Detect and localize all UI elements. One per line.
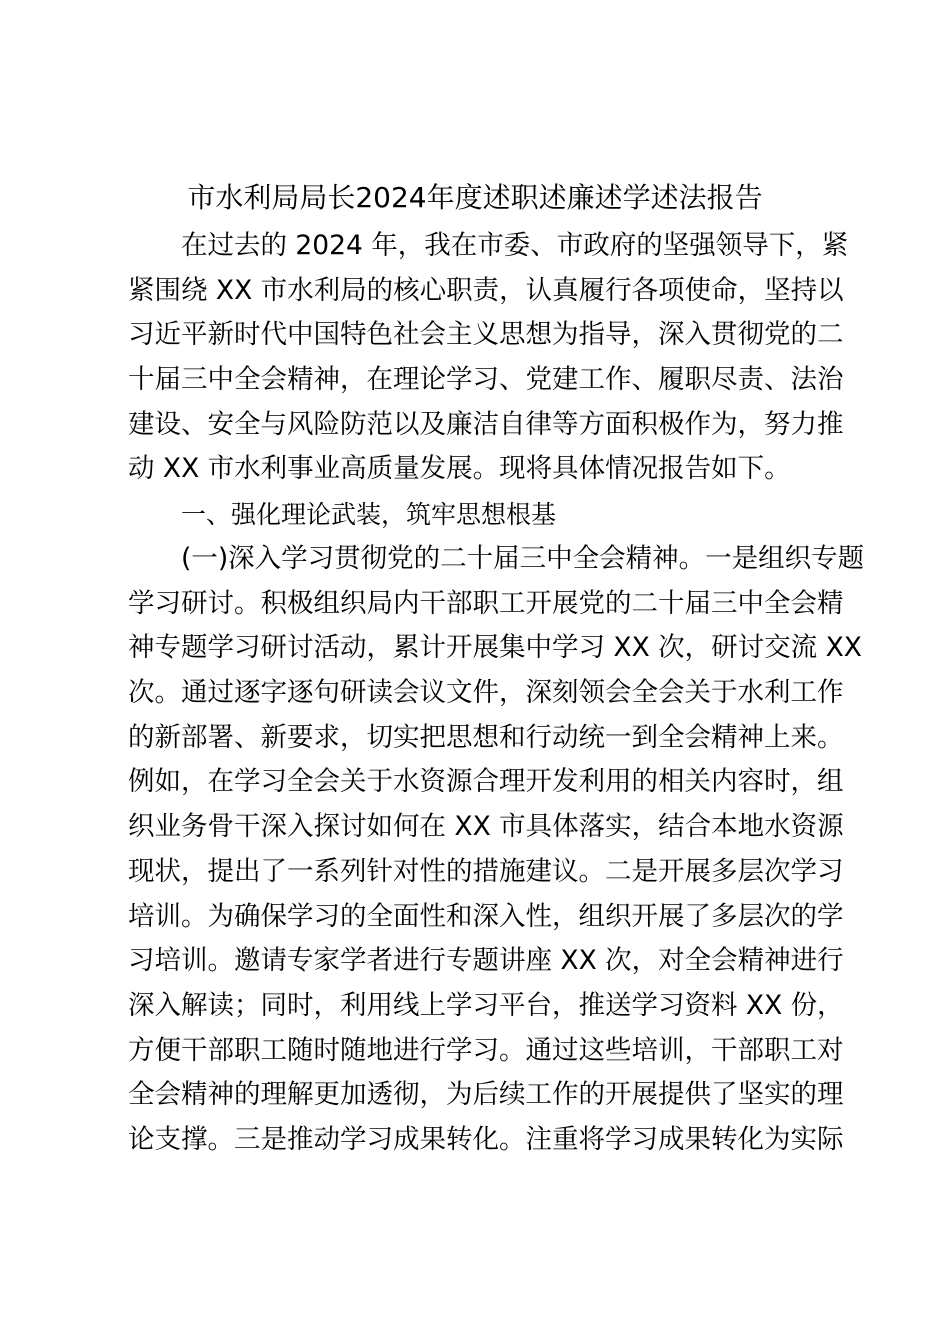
paragraph-line: 神专题学习研讨活动，累计开展集中学习 XX 次，研讨交流 XX — [128, 632, 862, 664]
paragraph-line: 织业务骨干深入探讨如何在 XX 市具体落实，结合本地水资源 — [128, 811, 844, 843]
paragraph-line: 论支撑。三是推动学习成果转化。注重将学习成果转化为实际 — [128, 1123, 844, 1155]
paragraph-line: (一)深入学习贯彻党的二十届三中全会精神。一是组织专题 — [181, 543, 865, 574]
paragraph-line: 紧围绕 XX 市水利局的核心职责，认真履行各项使命，坚持以 — [128, 274, 844, 306]
paragraph-line: 习近平新时代中国特色社会主义思想为指导，深入贯彻党的二 — [128, 319, 844, 351]
paragraph-line: 现状，提出了一系列针对性的措施建议。二是开展多层次学习 — [128, 855, 844, 887]
paragraph-line: 的新部署、新要求，切实把思想和行动统一到全会精神上来。 — [128, 721, 844, 753]
paragraph-line: 例如，在学习全会关于水资源合理开发利用的相关内容时，组 — [128, 766, 844, 798]
document-title: 市水利局局长2024年度述职述廉述学述法报告 — [187, 181, 763, 214]
intro-paragraph — [128, 224, 849, 492]
body-paragraph — [128, 537, 865, 1163]
paragraph-line: 在过去的 2024 年，我在市委、市政府的坚强领导下，紧 — [181, 230, 849, 261]
paragraph-line: 习培训。邀请专家学者进行专题讲座 XX 次，对全会精神进行 — [128, 945, 844, 977]
paragraph-line: 学习研讨。积极组织局内干部职工开展党的二十届三中全会精 — [128, 587, 844, 619]
section-heading — [181, 493, 875, 538]
paragraph-line: 建设、安全与风险防范以及廉洁自律等方面积极作为，努力推 — [128, 408, 844, 440]
paragraph-line: 培训。为确保学习的全面性和深入性，组织开展了多层次的学 — [128, 900, 844, 932]
paragraph-line: 全会精神的理解更加透彻，为后续工作的开展提供了坚实的理 — [128, 1079, 844, 1111]
paragraph-line: 动 XX 市水利事业高质量发展。现将具体情况报告如下。 — [128, 453, 791, 485]
paragraph-line: 次。通过逐字逐句研读会议文件，深刻领会全会关于水利工作 — [128, 677, 844, 709]
paragraph-line: 方便干部职工随时随地进行学习。通过这些培训，干部职工对 — [128, 1034, 844, 1066]
paragraph-line: 十届三中全会精神，在理论学习、党建工作、履职尽责、法治 — [128, 364, 844, 396]
paragraph-line: 深入解读；同时，利用线上学习平台，推送学习资料 XX 份， — [128, 989, 844, 1021]
section-heading-text: 一、强化理论武装，筑牢思想根基 — [181, 500, 557, 529]
